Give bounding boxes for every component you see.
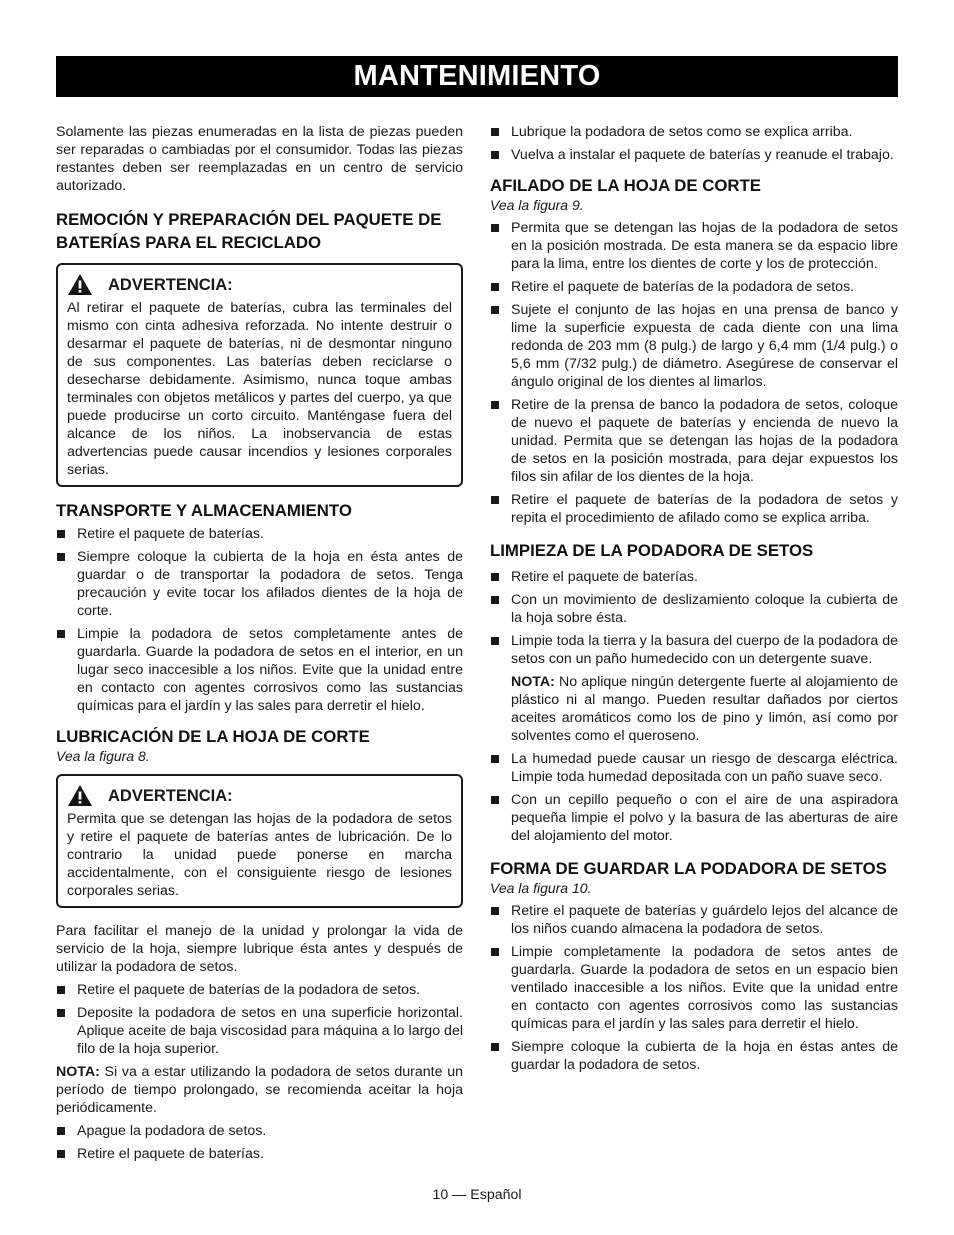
- list-item: Limpie la podadora de setos completamente antes de guardarla. Guarde la podadora de setos en el interior, en un lugar seco inaccesible a los niños. Evite que la unidad entre en contacto con agentes corrosivos como las sustancias químicas para el jardín y las sales para derretir el hielo.: [56, 625, 463, 715]
- sharpening-list: [490, 219, 898, 527]
- bullet-icon: [491, 573, 499, 581]
- page-footer: 10 — Español: [432, 1187, 522, 1203]
- list-item: Retire el paquete de baterías.: [490, 568, 898, 586]
- lubrication-list-a: [56, 981, 463, 1058]
- intro-paragraph: Solamente las piezas enumeradas en la lista de piezas pueden ser reparadas o cambiadas por el consumidor. Todas las piezas restantes deben ser reemplazadas en un centro de servicio autorizado.: [56, 124, 463, 194]
- list-item: Siempre coloque la cubierta de la hoja en éstas antes de guardar la podadora de setos.: [490, 1038, 898, 1074]
- list-item: Sujete el conjunto de las hojas en una prensa de banco y lime la superficie expuesta de cada diente con una lima redonda de 203 mm (8 pulg.) de largo y 6,4 mm (1/4 pulg.) o 5,6 mm (7/32 pulg.) de diámetro. Asegúrese de conservar el ángulo original de los dientes al limarlos.: [490, 301, 898, 391]
- list-item: Vuelva a instalar el paquete de baterías y reanude el trabajo.: [490, 146, 898, 164]
- sharpening-heading: AFILADO DE LA HOJA DE CORTE: [490, 176, 761, 195]
- lubrication-paragraph: Para facilitar el manejo de la unidad y prolongar la vida de servicio de la hoja, siempre lubrique ésta antes y después de utilizar la podadora de setos.: [56, 923, 463, 975]
- transport-heading: TRANSPORTE Y ALMACENAMIENTO: [56, 501, 352, 520]
- warning-text: Al retirar el paquete de baterías, cubra las terminales del mismo con cinta adhesiva reforzada. No intente destruir o desarmar el paquete de baterías, ni de desmontar ninguno de sus componentes. Las baterías deben reciclarse o desecharse debidamente. Asimismo, nunca toque ambas terminales con objetos metálicos y partes del cuerpo, ya que puede producirse un corto circuito. Manténgase fuera del alcance de los niños. La inobservancia de estas advertencias puede causar incendios y lesiones corporales serias.: [67, 300, 452, 478]
- list-item: Retire el paquete de baterías de la podadora de setos.: [56, 981, 463, 999]
- removal-warning-box: [56, 263, 463, 487]
- bullet-icon: [491, 128, 499, 136]
- bullet-icon: [491, 1043, 499, 1051]
- lubrication-warning-box: [56, 774, 463, 908]
- bullet-icon: [57, 1150, 65, 1158]
- bullet-icon: [491, 596, 499, 604]
- figure-reference: Vea la figura 9.: [490, 197, 584, 213]
- list-item: Permita que se detengan las hojas de la podadora de setos en la posición mostrada. De esta manera se da espacio libre para la lima, entre los dientes de corte y los de protección.: [490, 219, 898, 273]
- list-item: Con un cepillo pequeño o con el aire de una aspiradora pequeña limpie el polvo y la basura de las aberturas de aire del alojamiento del motor.: [490, 791, 898, 845]
- warning-title: ADVERTENCIA:: [108, 275, 233, 294]
- warning-icon: [67, 273, 93, 296]
- list-item: Retire el paquete de baterías de la podadora de setos.: [490, 278, 898, 296]
- cleaning-list-b: [490, 750, 898, 845]
- list-item: Retire el paquete de baterías.: [56, 1145, 463, 1163]
- figure-reference: Vea la figura 8.: [56, 748, 150, 764]
- left-column: [56, 123, 463, 1168]
- list-item: La humedad puede causar un riesgo de descarga eléctrica. Limpie toda humedad depositada con un paño suave seco.: [490, 750, 898, 786]
- list-item: Siempre coloque la cubierta de la hoja en ésta antes de guardar o de transportar la podadora de setos. Tenga precaución y evite tocar los afilados dientes de la hoja de corte.: [56, 548, 463, 620]
- bullet-icon: [491, 151, 499, 159]
- bullet-icon: [491, 796, 499, 804]
- transport-list: [56, 525, 463, 715]
- bullet-icon: [57, 1009, 65, 1017]
- lubrication-heading: LUBRICACIÓN DE LA HOJA DE CORTE: [56, 727, 370, 746]
- lubrication-list-c: [490, 123, 898, 164]
- list-item: Limpie completamente la podadora de setos antes de guardarla. Guarde la podadora de setos en un espacio bien ventilado inaccesible a los niños. Evite que la unidad entre en contacto con agentes corrosivos como las sustancias químicas para el jardín y las sales para derretir el hielo.: [490, 943, 898, 1033]
- bullet-icon: [57, 1127, 65, 1135]
- bullet-icon: [57, 530, 65, 538]
- list-item: Con un movimiento de deslizamiento coloque la cubierta de la hoja sobre ésta.: [490, 591, 898, 627]
- list-item: Limpie toda la tierra y la basura del cuerpo de la podadora de setos con un paño humedecido con un detergente suave.: [490, 632, 898, 668]
- storage-list: [490, 902, 898, 1074]
- bullet-icon: [491, 496, 499, 504]
- warning-text: Permita que se detengan las hojas de la podadora de setos y retire el paquete de baterías antes de lubricación. De lo contrario la unidad puede ponerse en marcha accidentalmente, con el consiguiente riesgo de lesiones corporales serias.: [67, 811, 452, 899]
- lubrication-note: NOTA: Si va a estar utilizando la podadora de setos durante un período de tiempo prolongado, se recomienda aceitar la hoja periódicamente.: [56, 1064, 463, 1116]
- warning-icon: [67, 784, 93, 807]
- cleaning-note: NOTA: No aplique ningún detergente fuerte al alojamiento de plástico ni al mango. Pueden resultar dañados por ciertos aceites aromáticos como los de pino y limón, así como por solventes como el queroseno.: [511, 674, 898, 744]
- warning-title: ADVERTENCIA:: [108, 786, 233, 805]
- cleaning-heading: LIMPIEZA DE LA PODADORA DE SETOS: [490, 541, 814, 560]
- bullet-icon: [491, 224, 499, 232]
- bullet-icon: [57, 986, 65, 994]
- list-item: Apague la podadora de setos.: [56, 1122, 463, 1140]
- bullet-icon: [491, 401, 499, 409]
- bullet-icon: [491, 283, 499, 291]
- bullet-icon: [491, 306, 499, 314]
- list-item: Lubrique la podadora de setos como se explica arriba.: [490, 123, 898, 141]
- list-item: Retire el paquete de baterías.: [56, 525, 463, 543]
- bullet-icon: [57, 630, 65, 638]
- page-title: MANTENIMIENTO: [56, 56, 898, 97]
- bullet-icon: [491, 637, 499, 645]
- list-item: Retire el paquete de baterías y guárdelo lejos del alcance de los niños cuando almacena la podadora de setos.: [490, 902, 898, 938]
- bullet-icon: [491, 907, 499, 915]
- list-item: Deposite la podadora de setos en una superficie horizontal. Aplique aceite de baja viscosidad para máquina a lo largo del filo de la hoja superior.: [56, 1004, 463, 1058]
- cleaning-list-a: [490, 568, 898, 668]
- storage-heading: FORMA DE GUARDAR LA PODADORA DE SETOS: [490, 859, 887, 878]
- lubrication-list-b: [56, 1122, 463, 1163]
- bullet-icon: [491, 755, 499, 763]
- removal-heading: REMOCIÓN Y PREPARACIÓN DEL PAQUETE DE BATERÍAS PARA EL RECICLADO: [56, 210, 442, 252]
- right-column: [490, 123, 898, 1079]
- bullet-icon: [491, 948, 499, 956]
- bullet-icon: [57, 553, 65, 561]
- figure-reference: Vea la figura 10.: [490, 880, 592, 896]
- list-item: Retire el paquete de baterías de la podadora de setos y repita el procedimiento de afilado como se explica arriba.: [490, 491, 898, 527]
- list-item: Retire de la prensa de banco la podadora de setos, coloque de nuevo el paquete de baterías y encienda de nuevo la unidad. Permita que se detengan las hojas de la podadora de setos en la posición mostrada, para dejar expuestos los filos sin afilar de los dientes de la hoja.: [490, 396, 898, 486]
